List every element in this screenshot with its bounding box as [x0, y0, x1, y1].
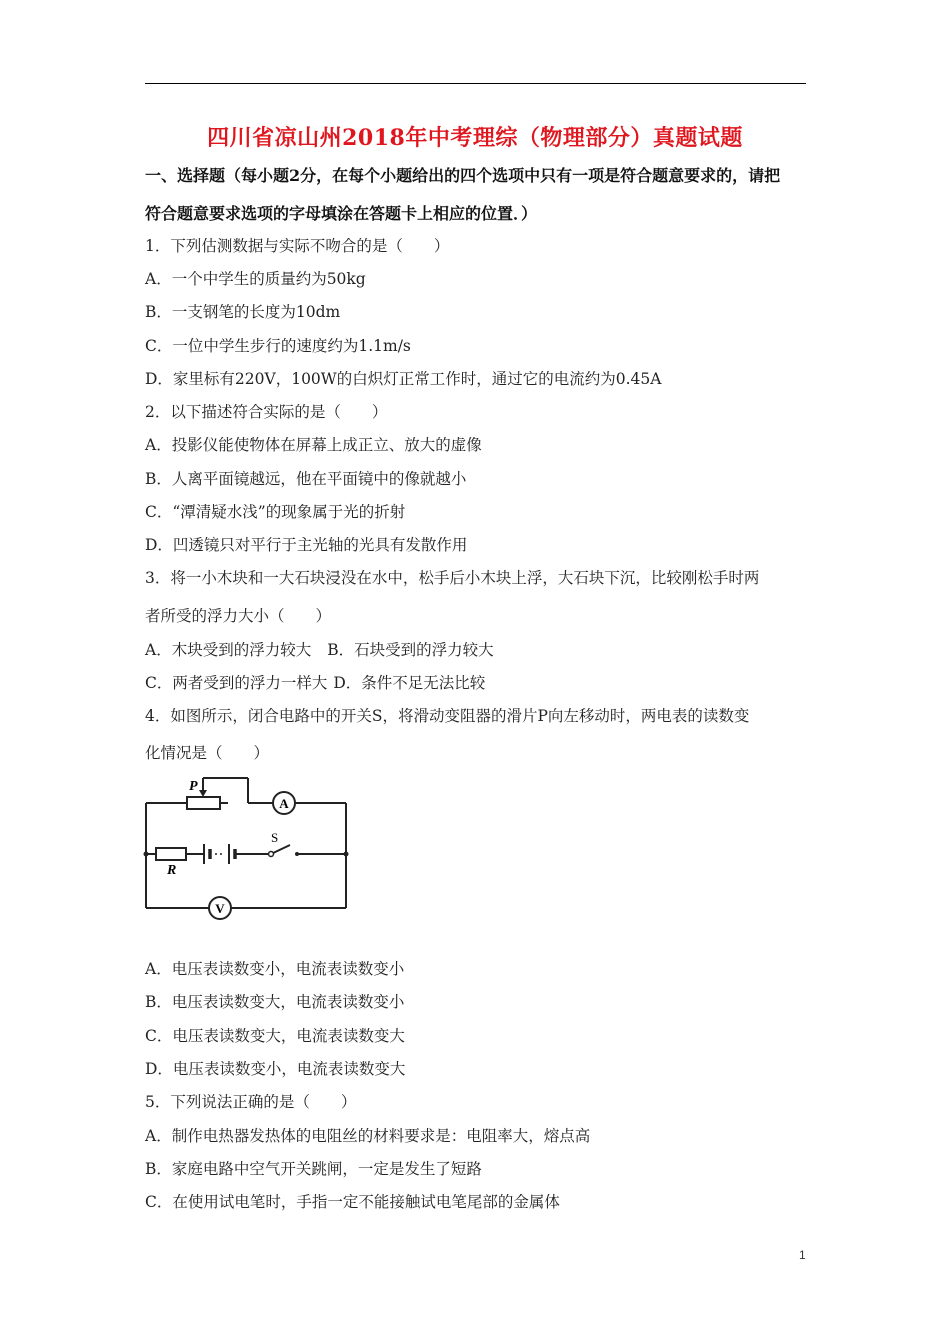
page-title: 四川省凉山州2018年中考理综（物理部分）真题试题: [207, 125, 743, 151]
section-heading-line-2: 符合题意要求选项的字母填涂在答题卡上相应的位置．）: [145, 204, 538, 223]
q1-option-b: B．一支钢笔的长度为10dm: [145, 303, 341, 321]
q1-stem: 1．下列估测数据与实际不吻合的是（ ）: [145, 237, 450, 255]
switch-icon: [269, 852, 300, 857]
q4-stem-line-2: 化情况是（ ）: [145, 744, 270, 762]
q5-option-b: B．家庭电路中空气开关跳闸，一定是发生了短路: [145, 1160, 482, 1178]
q1-option-d: D．家里标有220V，100W的白炽灯正常工作时，通过它的电流约为0.45A: [145, 370, 662, 388]
ammeter-label: A: [279, 796, 289, 811]
circuit-diagram: [140, 770, 355, 920]
q5-option-c: C．在使用试电笔时，手指一定不能接触试电笔尾部的金属体: [145, 1193, 560, 1211]
battery-icon: [204, 844, 235, 864]
voltmeter-label: V: [215, 901, 225, 916]
q3-options-row-1: [145, 638, 494, 660]
q2-stem: 2．以下描述符合实际的是（ ）: [145, 403, 388, 421]
q3-option-c: C．两者受到的浮力一样大: [145, 674, 328, 692]
q2-option-a: A．投影仪能使物体在屏幕上成正立、放大的虚像: [145, 436, 482, 454]
q3-stem-line-1: 3．将一小木块和一大石块浸没在水中，松手后小木块上浮，大石块下沉，比较刚松手时两: [145, 569, 760, 587]
q3-option-a: A．木块受到的浮力较大: [145, 641, 312, 659]
page-number: 1: [799, 1248, 806, 1262]
q5-option-a: A．制作电热器发热体的电阻丝的材料要求是：电阻率大，熔点高: [145, 1127, 591, 1145]
q4-stem-line-1: 4．如图所示，闭合电路中的开关S，将滑动变阻器的滑片P向左移动时，两电表的读数变: [145, 707, 750, 725]
junction-dot-left: [144, 852, 149, 857]
q3-option-b: B．石块受到的浮力较大: [327, 641, 494, 659]
q4-option-a: A．电压表读数变小，电流表读数变小: [145, 960, 405, 978]
q3-options-row-2: [145, 671, 485, 693]
switch-label: S: [271, 830, 279, 845]
q2-option-b: B．人离平面镜越远，他在平面镜中的像就越小: [145, 470, 467, 488]
q4-option-d: D．电压表读数变小，电流表读数变大: [145, 1060, 406, 1078]
q4-option-c: C．电压表读数变大，电流表读数变大: [145, 1027, 405, 1045]
q1-option-c: C．一位中学生步行的速度约为1.1m/s: [145, 337, 411, 355]
q2-option-c: C．“潭清疑水浅”的现象属于光的折射: [145, 503, 406, 521]
resistor-icon: [156, 848, 186, 860]
q5-stem: 5．下列说法正确的是（ ）: [145, 1093, 357, 1111]
header-rule: [145, 83, 806, 84]
q4-option-b: B．电压表读数变大，电流表读数变小: [145, 993, 405, 1011]
q2-option-d: D．凹透镜只对平行于主光轴的光具有发散作用: [145, 536, 468, 554]
section-heading-line-1: 一、选择题（每小题2分，在每个小题给出的四个选项中只有一项是符合题意要求的，请把: [145, 166, 781, 185]
q3-option-d: D．条件不足无法比较: [333, 674, 486, 692]
resistor-label: R: [167, 863, 177, 878]
junction-dot-right: [344, 852, 349, 857]
q1-option-a: A．一个中学生的质量约为50kg: [145, 270, 366, 288]
q3-stem-line-2: 者所受的浮力大小（ ）: [145, 607, 332, 625]
slider-label: P: [189, 779, 198, 794]
